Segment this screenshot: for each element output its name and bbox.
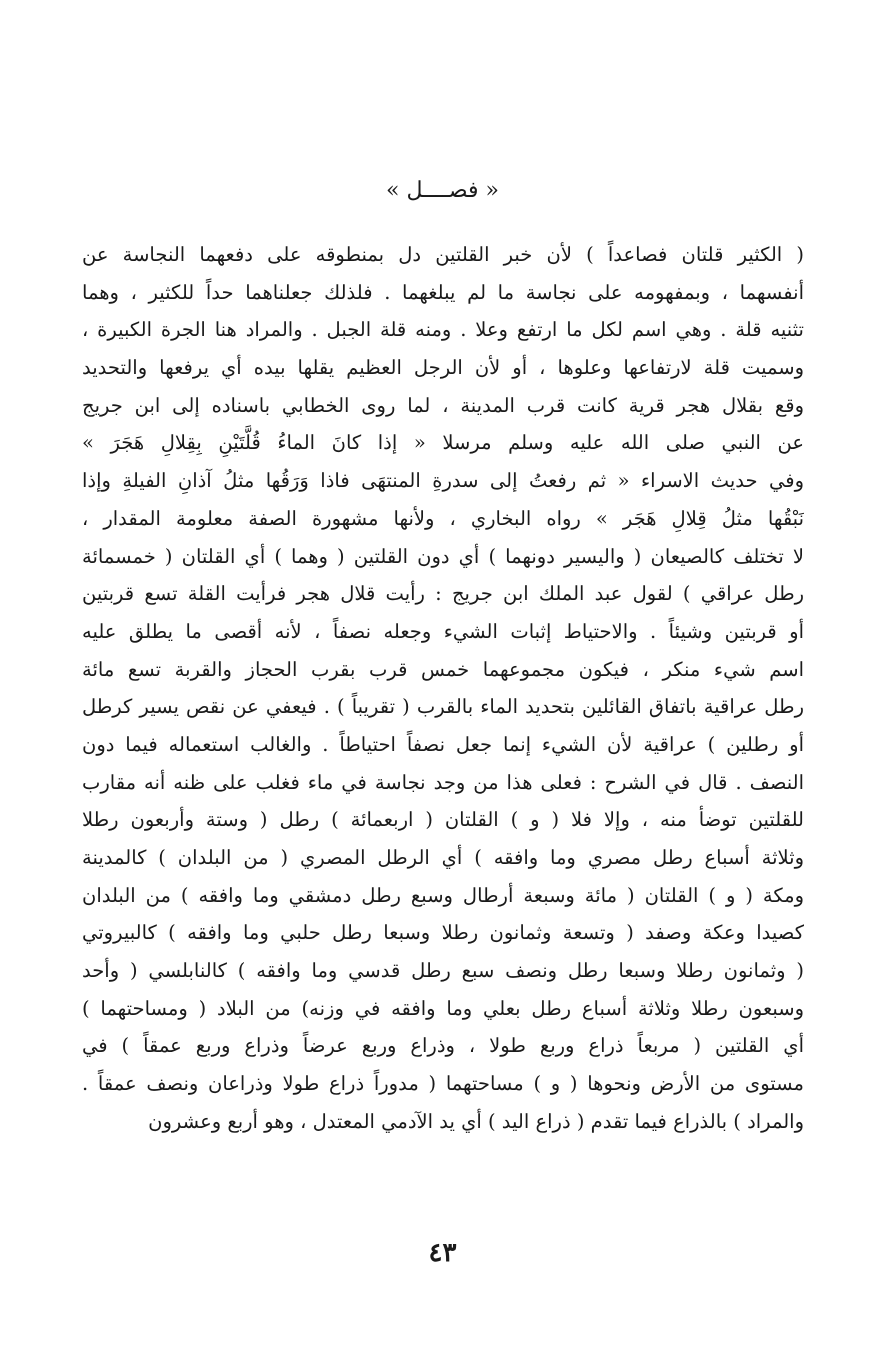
text-line: ( الكثير قلتان فصاعداً ) لأن خبر القلتين دل بمنطوقه على دفعهما النجاسة عن [82, 243, 804, 266]
text-line: ومكة ( و ) القلتان ( مائة وسبعة أرطال وسبع رطل دمشقي وما وافقه ) من البلدان [82, 883, 804, 907]
text-line: كصيدا وعكة وصفد ( وتسعة وثمانون رطلا وسبعا رطل حلبي وما وافقه ) كالبيروتي [82, 921, 804, 945]
text-line: اسم شيء منكر ، فيكون مجموعهما خمس قرب بقرب الحجاز والقربة تسع مائة [82, 657, 804, 681]
text-line: رطل عراقي ) لقول عبد الملك ابن جريج : رأيت قلال هجر فرأيت القلة تسع قربتين [82, 582, 804, 606]
text-line: وقع بقلال هجر قرية كانت قرب المدينة ، لما روى الخطابي باسناده إلى ابن جريج [82, 393, 804, 417]
text-line: وثلاثة أسباع رطل مصري وما وافقه ) أي الرطل المصري ( من البلدان ) كالمدينة [82, 846, 804, 869]
text-line: النصف . قال في الشرح : فعلى هذا من وجد نجاسة في ماء فغلب على ظنه أنه مقارب [82, 770, 804, 794]
text-line: للقلتين توضأ منه ، وإلا فلا ( و ) القلتان ( اربعمائة ) رطل ( وستة وأربعون رطلا [82, 808, 804, 832]
text-line: أي القلتين ( مربعاً ذراع وربع طولا ، وذراع وربع عرضاً وذراع وربع عمقاً ) في [82, 1034, 804, 1058]
text-line: وسميت قلة لارتفاعها وعلوها ، أو لأن الرجل العظيم يقلها بيده أي يرفعها والتحديد [82, 356, 804, 380]
section-heading: « فصــــل » [386, 178, 499, 203]
text-line: أو قربتين وشيئاً . والاحتياط إثبات الشيء وجعله نصفاً ، لأنه أقصى ما يطلق عليه [82, 619, 804, 643]
text-line: عن النبي صلى الله عليه وسلم مرسلا « إذا كانَ الماءُ قُلَّتَيْنِ بِقِلالِ هَجَرَ » [82, 431, 804, 455]
text-line: أو رطلين ) عراقية لأن الشيء إنما جعل نصفاً احتياطاً . والغالب استعماله فيما دون [82, 732, 804, 756]
text-line: نَبْقُها مثلُ قِلالِ هَجَر » رواه البخاري ، ولأنها مشهورة الصفة معلومة المقدار ، [82, 506, 804, 530]
page-number: ٤٣ [428, 1238, 457, 1268]
text-line: رطل عراقية باتفاق القائلين بتحديد الماء بالقرب ( تقريباً ) . فيعفي عن نقص يسير كرطل [82, 695, 804, 719]
body-text [82, 236, 804, 1141]
text-line: والمراد ) بالذراع فيما تقدم ( ذراع اليد ) أي يد الآدمي المعتدل ، وهو أربع وعشرون [148, 1109, 804, 1133]
text-line: مستوى من الأرض ونحوها ( و ) مساحتهما ( مدوراً ذراع طولا وذراعان ونصف عمقاً . [82, 1072, 804, 1096]
text-line: تثنيه قلة . وهي اسم لكل ما ارتفع وعلا . ومنه قلة الجبل . والمراد هنا الجرة الكبيرة ، [82, 318, 804, 342]
text-line: وفي حديث الاسراء « ثم رفعتُ إلى سدرةِ المنتهَى فاذا وَرَقُها مثلُ آذانِ الفيلةِ وإذا [82, 469, 804, 493]
text-line: لا تختلف كالصيعان ( واليسير دونهما ) أي دون القلتين ( وهما ) أي القلتان ( خمسمائة [82, 544, 804, 568]
text-line: ( وثمانون رطلا وسبعا رطل ونصف سبع رطل قدسي وما وافقه ) كالنابلسي ( وأحد [82, 959, 804, 983]
text-line: وسبعون رطلا وثلاثة أسباع رطل بعلي وما وافقه في وزنه) من البلاد ( ومساحتهما ) [82, 996, 804, 1020]
text-line: أنفسهما ، وبمفهومه على نجاسة ما لم يبلغهما . فلذلك جعلناهما حداً للكثير ، وهما [82, 280, 804, 304]
